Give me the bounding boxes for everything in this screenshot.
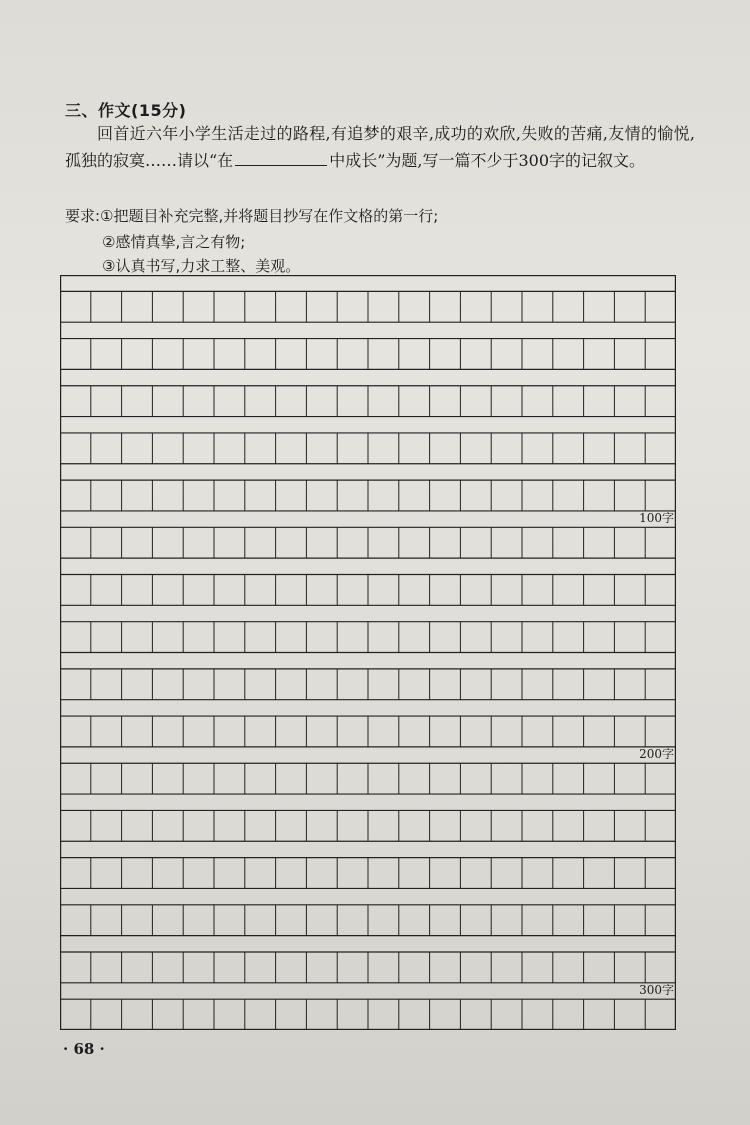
title-blank bbox=[235, 149, 327, 166]
word-count-marker: 300字 bbox=[639, 983, 674, 998]
writing-grid-lines bbox=[60, 275, 676, 1030]
page-number: · 68 · bbox=[63, 1040, 105, 1058]
requirement-1: 要求:①把题目补充完整,并将题目抄写在作文格的第一行; bbox=[65, 207, 439, 225]
word-count-marker: 200字 bbox=[639, 747, 674, 762]
word-count-marker: 100字 bbox=[639, 511, 674, 526]
requirement-2: ②感情真挚,言之有物; bbox=[102, 233, 246, 251]
prompt-text-before-blank: 回首近六年小学生活走过的路程,有追梦的艰辛,成功的欢欣,失败的苦痛,友情的愉悦,孤独的寂寞……请以“在 bbox=[65, 124, 695, 170]
section-heading: 三、作文(15分) bbox=[65, 101, 187, 120]
writing-grid bbox=[60, 275, 676, 1030]
essay-prompt bbox=[65, 120, 695, 174]
prompt-text-after-blank: 中成长”为题,写一篇不少于300字的记叙文。 bbox=[329, 151, 645, 170]
requirement-3: ③认真书写,力求工整、美观。 bbox=[102, 257, 301, 275]
